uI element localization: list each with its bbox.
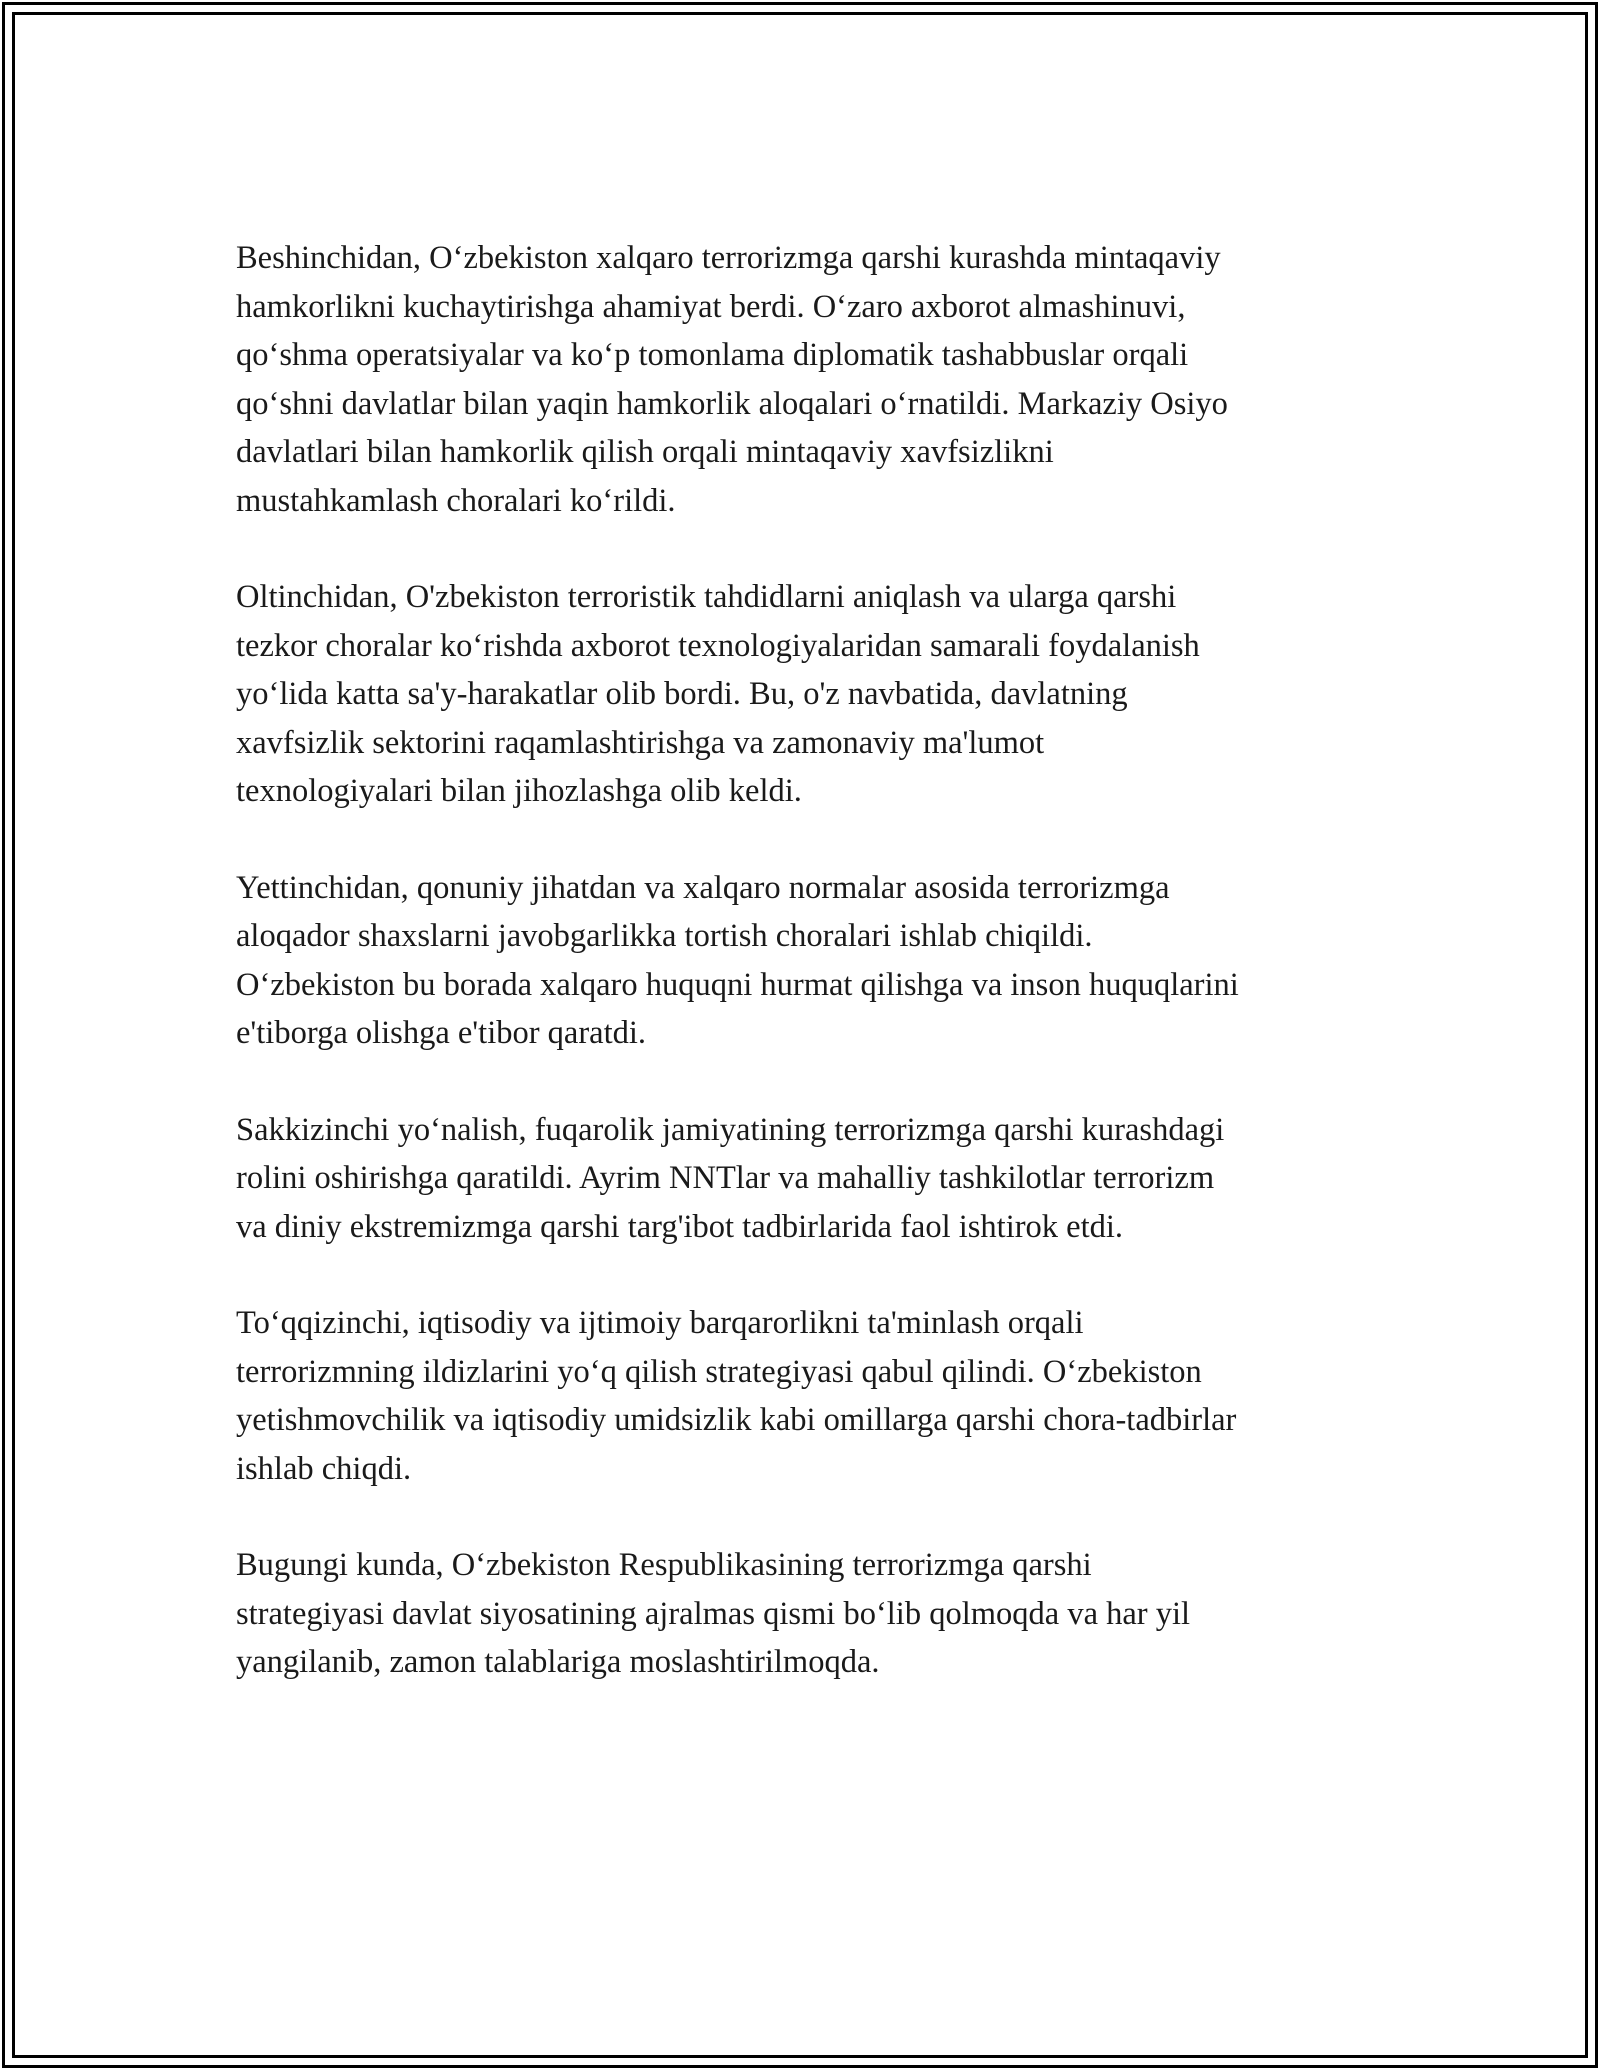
- paragraph: [236, 573, 1376, 816]
- text-line: va diniy ekstremizmga qarshi targ'ibot tadbirlarida faol ishtirok etdi.: [236, 1208, 1124, 1245]
- text-line: mustahkamlash choralari ko‘rildi.: [236, 482, 676, 519]
- text-line: hamkorlikni kuchaytirishga ahamiyat berdi. O‘zaro axborot almashinuvi,: [236, 288, 1186, 325]
- text-line: Oltinchidan, O'zbekiston terroristik tahdidlarni aniqlash va ularga qarshi: [236, 579, 1177, 615]
- text-line: Yettinchidan, qonuniy jihatdan va xalqaro normalar asosida terrorizmga: [236, 869, 1170, 906]
- document-body: [236, 234, 1376, 1735]
- text-line: qo‘shma operatsiyalar va ko‘p tomonlama diplomatik tashabbuslar orqali: [236, 337, 1189, 373]
- paragraph: [236, 1541, 1376, 1687]
- text-line: yangilanib, zamon talablariga moslashtirilmoqda.: [236, 1644, 880, 1680]
- text-line: ishlab chiqdi.: [236, 1450, 412, 1487]
- text-line: e'tiborga olishga e'tibor qaratdi.: [236, 1015, 647, 1051]
- text-line: tezkor choralar ko‘rishda axborot texnologiyalaridan samarali foydalanish: [236, 627, 1200, 664]
- text-line: Beshinchidan, O‘zbekiston xalqaro terrorizmga qarshi kurashda mintaqaviy: [236, 240, 1221, 276]
- text-line: Sakkizinchi yo‘nalish, fuqarolik jamiyatining terrorizmga qarshi kurashdagi: [236, 1111, 1225, 1148]
- text-line: aloqador shaxslarni javobgarlikka tortish choralari ishlab chiqildi.: [236, 918, 1093, 954]
- text-line: yo‘lida katta sa'y-harakatlar olib bordi. Bu, o'z navbatida, davlatning: [236, 676, 1128, 712]
- paragraph: [236, 1106, 1376, 1252]
- text-line: qo‘shni davlatlar bilan yaqin hamkorlik aloqalari o‘rnatildi. Markaziy Osiyo: [236, 385, 1228, 422]
- text-line: yetishmovchilik va iqtisodiy umidsizlik kabi omillarga qarshi chora-tadbirlar: [236, 1402, 1237, 1438]
- text-line: xavfsizlik sektorini raqamlashtirishga va zamonaviy ma'lumot: [236, 724, 1045, 761]
- paragraph: [236, 1299, 1376, 1493]
- text-line: O‘zbekiston bu borada xalqaro huquqni hurmat qilishga va inson huquqlarini: [236, 966, 1239, 1003]
- text-line: texnologiyalari bilan jihozlashga olib keldi.: [236, 773, 802, 809]
- text-line: terrorizmning ildizlarini yo‘q qilish strategiyasi qabul qilindi. O‘zbekiston: [236, 1353, 1202, 1390]
- text-line: davlatlari bilan hamkorlik qilish orqali mintaqaviy xavfsizlikni: [236, 434, 1054, 470]
- paragraph: [236, 234, 1376, 525]
- text-line: Bugungi kunda, O‘zbekiston Respublikasining terrorizmga qarshi: [236, 1547, 1092, 1583]
- text-line: To‘qqizinchi, iqtisodiy va ijtimoiy barqarorlikni ta'minlash orqali: [236, 1305, 1084, 1341]
- text-line: strategiyasi davlat siyosatining ajralmas qismi bo‘lib qolmoqda va har yil: [236, 1595, 1191, 1632]
- paragraph: [236, 864, 1376, 1058]
- text-line: rolini oshirishga qaratildi. Ayrim NNTlar va mahalliy tashkilotlar terrorizm: [236, 1160, 1215, 1196]
